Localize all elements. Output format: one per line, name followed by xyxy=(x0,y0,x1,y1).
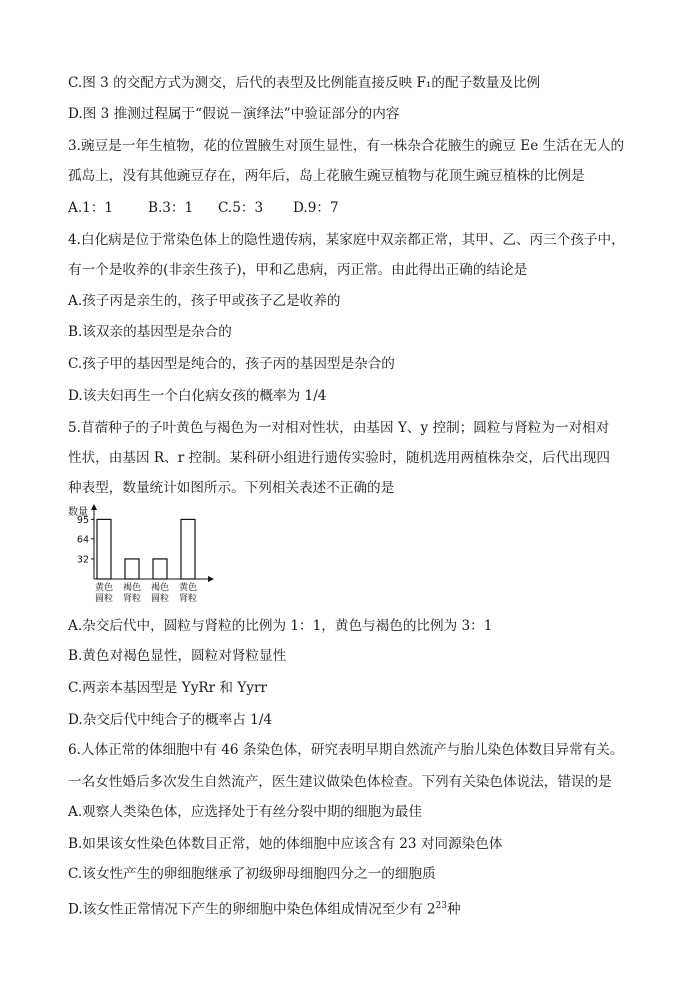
q6-option-b: B.如果该女性染色体数目正常，她的体细胞中应该含有 23 对同源染色体 xyxy=(68,836,503,852)
q6-option-d xyxy=(68,896,655,920)
q4-option-b: B.该双亲的基因型是杂合的 xyxy=(68,324,232,340)
q5-option-a: A.杂交后代中，圆粒与肾粒的比例为 1：1，黄色与褐色的比例为 3：1 xyxy=(68,618,493,634)
q2-option-c: C.图 3 的交配方式为测交，后代的表型及比例能直接反映 F₁的配子数量及比例 xyxy=(68,75,541,91)
q3-option-b: B.3：1 xyxy=(148,200,194,216)
q5-bar-chart xyxy=(68,502,228,612)
q3-stem-line1: 3.豌豆是一年生植物，花的位置腋生对顶生显性，有一株杂合花腋生的豌豆 Ee 生活在无人的 xyxy=(68,138,625,154)
x-axis-arrow xyxy=(208,576,214,582)
q6-stem-line1: 6.人体正常的体细胞中有 46 条染色体，研究表明早期自然流产与胎儿染色体数目异常有关。 xyxy=(68,742,624,758)
q2-option-d: D.图 3 推测过程属于“假说－演绎法”中验证部分的内容 xyxy=(68,106,400,122)
q3-option-d: D.9：7 xyxy=(293,200,339,216)
y-axis-arrow xyxy=(91,504,97,510)
q5-stem-line3: 种表型，数量统计如图所示。下列相关表述不正确的是 xyxy=(68,480,395,496)
q3-option-a: A.1：1 xyxy=(68,200,114,216)
y-tick-label: 32 xyxy=(76,554,89,566)
q5-stem-line1: 5.苜蓿种子的子叶黄色与褐色为一对相对性状，由基因 Y、y 控制；圆粒与肾粒为一对相对 xyxy=(68,420,610,436)
q6-option-d-exponent: 23 xyxy=(435,901,447,911)
x-tick-label: 肾粒 xyxy=(122,594,142,604)
q4-stem-line2: 有一个是收养的(非亲生孩子)，甲和乙患病，丙正常。由此得出正确的结论是 xyxy=(68,262,528,278)
q3-stem-line2: 孤岛上，没有其他豌豆存在，两年后，岛上花腋生豌豆植物与花顶生豌豆植株的比例是 xyxy=(68,168,585,184)
q5-option-d: D.杂交后代中纯合子的概率占 1/4 xyxy=(68,712,273,728)
q3-options xyxy=(68,198,655,218)
bar xyxy=(153,559,167,579)
q4-option-d: D.该夫妇再生一个白化病女孩的概率为 1/4 xyxy=(68,388,327,404)
x-tick-label: 黄色 xyxy=(94,583,114,593)
q3-option-c: C.5：3 xyxy=(218,200,264,216)
q5-stem-line2: 性状，由基因 R、r 控制。某科研小组进行遗传实验时，随机选用两植株杂交，后代出现四 xyxy=(68,450,610,466)
q5-option-b: B.黄色对褐色显性，圆粒对肾粒显性 xyxy=(68,648,287,664)
x-tick-label: 褐色 xyxy=(150,583,170,593)
q6-option-a: A.观察人类染色体，应选择处于有丝分裂中期的细胞为最佳 xyxy=(68,804,422,820)
x-tick-label: 肾粒 xyxy=(178,594,198,604)
bar xyxy=(125,559,139,579)
x-tick-label: 黄色 xyxy=(178,583,198,593)
q4-option-a: A.孩子丙是亲生的，孩子甲或孩子乙是收养的 xyxy=(68,293,341,309)
q6-option-d-suffix: 种 xyxy=(447,901,461,918)
q4-stem-line1: 4.白化病是位于常染色体上的隐性遗传病，某家庭中双亲都正常，其甲、乙、丙三个孩子中， xyxy=(68,232,625,248)
q6-option-c: C.该女性产生的卵细胞继承了初级卵母细胞四分之一的细胞质 xyxy=(68,866,436,882)
y-axis-label: 数量 xyxy=(68,507,88,518)
q4-option-c: C.孩子甲的基因型是纯合的，孩子丙的基因型是杂合的 xyxy=(68,356,395,372)
q6-stem-line2: 一名女性婚后多次发生自然流产，医生建议做染色体检查。下列有关染色体说法，错误的是 xyxy=(68,774,612,790)
y-tick-label: 95 xyxy=(76,514,89,526)
q6-option-d-text: D.该女性正常情况下产生的卵细胞中染色体组成情况至少有 2 xyxy=(68,901,436,918)
x-tick-label: 圆粒 xyxy=(150,594,170,604)
y-tick-label: 64 xyxy=(76,534,89,546)
x-tick-label: 圆粒 xyxy=(94,594,114,604)
x-tick-label: 褐色 xyxy=(122,583,142,593)
bar xyxy=(181,519,195,579)
q5-option-c: C.两亲本基因型是 YyRr 和 Yyrr xyxy=(68,680,267,696)
bar xyxy=(97,519,111,579)
